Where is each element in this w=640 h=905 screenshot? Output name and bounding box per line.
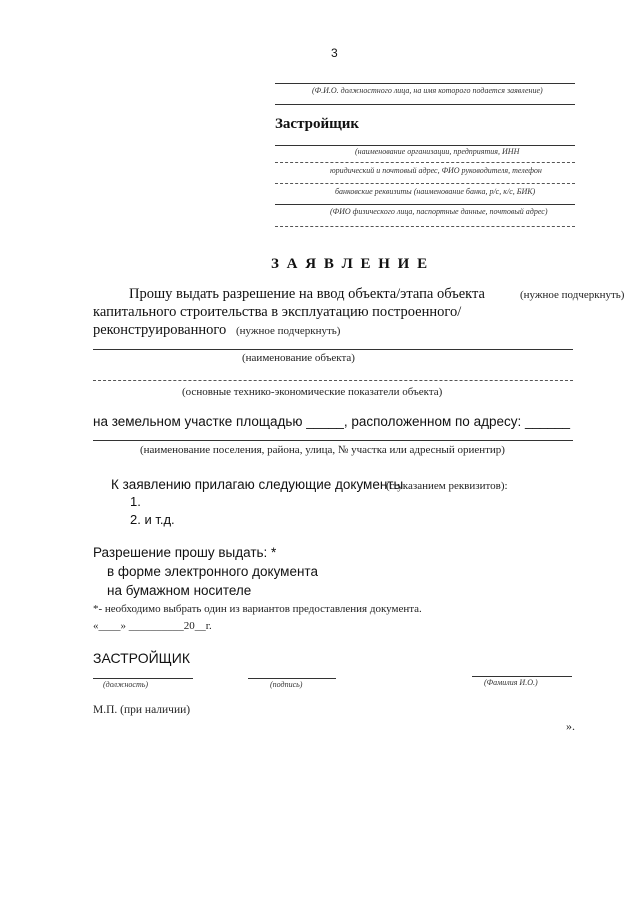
permit-option-electronic: в форме электронного документа — [107, 564, 318, 579]
address-line — [93, 440, 573, 441]
indicators-line — [93, 380, 573, 381]
page-number: 3 — [331, 46, 338, 60]
request-text-line2: капитального строительства в эксплуатацию построенного/ — [93, 304, 462, 320]
attachments-note: (с указанием реквизитов): — [386, 480, 508, 492]
attachment-item: 1. — [130, 494, 141, 509]
object-name-line — [93, 349, 573, 350]
fio-caption: (Ф.И.О. должностного лица, на имя которого подается заявление) — [312, 86, 543, 95]
signature-caption: (подпись) — [270, 680, 303, 689]
position-caption: (должность) — [103, 680, 149, 689]
attachments-intro: К заявлению прилагаю следующие документы — [111, 477, 404, 492]
fio-line-2 — [275, 104, 575, 105]
developer-line-4 — [275, 204, 575, 205]
attachment-item: 2. и т.д. — [130, 512, 175, 527]
land-plot-line: на земельном участке площадью _____, расположенном по адресу: ______ — [93, 414, 571, 429]
request-text-line3: реконструированного — [93, 322, 227, 338]
request-text: Прошу выдать разрешение на ввод объекта/этапа объекта — [129, 286, 485, 302]
underline-note-1: (нужное подчеркнуть) — [520, 289, 625, 301]
object-name-caption: (наименование объекта) — [242, 352, 355, 364]
developer-line-2 — [275, 162, 575, 163]
developer-caption-3: банковские реквизиты (наименование банка, р/с, к/с, БИК) — [335, 187, 536, 196]
document-title: З А Я В Л Е Н И Е — [271, 256, 430, 272]
name-caption: (Фамилия И.О.) — [484, 678, 538, 687]
date-line: «____» __________20__г. — [93, 620, 212, 632]
footnote: *- необходимо выбрать один из вариантов предоставления документа. — [93, 603, 422, 615]
address-caption: (наименование поселения, района, улица, № участка или адресный ориентир) — [140, 444, 505, 456]
closing-mark: ». — [566, 719, 575, 733]
name-line — [472, 676, 572, 677]
developer-caption-1: (наименование организации, предприятия, ИНН — [355, 147, 520, 156]
underline-note-2: (нужное подчеркнуть) — [236, 325, 341, 337]
signature-heading: ЗАСТРОЙЩИК — [93, 650, 191, 666]
developer-caption-2: юридический и почтовый адрес, ФИО руководителя, телефон — [330, 166, 542, 175]
permit-option-paper: на бумажном носителе — [107, 583, 252, 598]
developer-line-1 — [275, 145, 575, 146]
developer-caption-4: (ФИО физического лица, паспортные данные, почтовый адрес) — [330, 207, 548, 216]
signature-line — [248, 678, 336, 679]
position-line — [93, 678, 193, 679]
developer-line-5 — [275, 226, 575, 227]
indicators-caption: (основные технико-экономические показатели объекта) — [182, 386, 443, 398]
developer-heading: Застройщик — [275, 116, 360, 132]
developer-line-3 — [275, 183, 575, 184]
stamp-note: М.П. (при наличии) — [93, 704, 191, 716]
fio-line — [275, 83, 575, 84]
permit-delivery-label: Разрешение прошу выдать: * — [93, 545, 277, 560]
